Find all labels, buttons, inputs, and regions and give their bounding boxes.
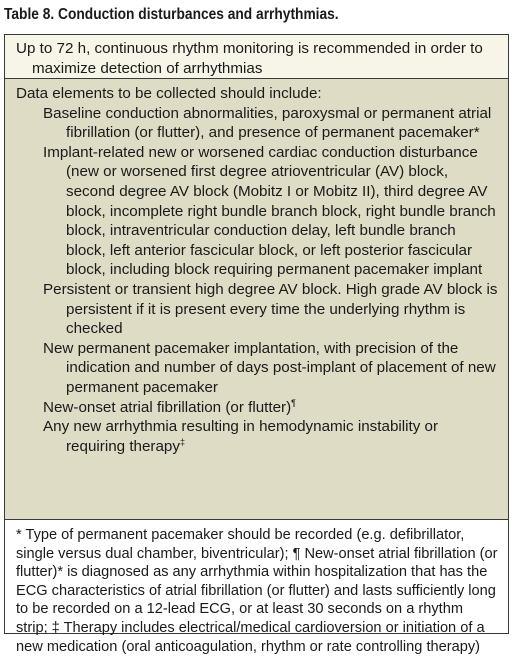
- list-item-mark: ‡: [179, 436, 185, 447]
- list-item-text: Baseline conduction abnormalities, paroxysmal or permanent atrial fibrillation (or flutter), and presence of permanent pacemaker: [43, 104, 492, 142]
- list-item: [43, 280, 498, 339]
- list-item-text: Any new arrhythmia resulting in hemodynamic instability or requiring therapy: [43, 418, 439, 455]
- list-item-mark: ¶: [291, 397, 296, 408]
- data-elements-row: [5, 79, 508, 520]
- list-item: [43, 143, 498, 280]
- monitoring-row: [5, 35, 508, 79]
- list-item-text: New permanent pacemaker implantation, with precision of the indication and number of days post-implant of placement of new permanent pacemaker: [43, 339, 496, 396]
- list-item-mark: *: [473, 124, 480, 142]
- data-elements-intro: Data elements to be collected should include:: [16, 85, 322, 102]
- monitoring-text: Up to 72 h, continuous rhythm monitoring is recommended in order to maximize detection of arrhythmias: [16, 40, 483, 77]
- list-item-text: Implant-related new or worsened cardiac conduction disturbance (new or worsened first degree atrioventricular (AV) block, second degree AV block (Mobitz I or Mobitz II), third degree AV block, incomplete right bundle branch block, right bundle branch block, intraventricular conduction delay, left bundle branch block, left anterior fascicular block, or left posterior fascicular block, including block requiring permanent pacemaker implant: [43, 143, 496, 279]
- data-elements-list: [16, 104, 498, 457]
- list-item: [43, 104, 498, 143]
- list-item-text: New-onset atrial fibrillation (or flutter): [43, 398, 292, 416]
- list-item-text: Persistent or transient high degree AV block. High grade AV block is persistent if it is present every time the underlying rhythm is checked: [43, 280, 498, 338]
- table-title: Table 8. Conduction disturbances and arrhythmias.: [4, 6, 339, 23]
- list-item: [43, 398, 498, 418]
- table: [4, 34, 509, 655]
- footnotes-text: * Type of permanent pacemaker should be recorded (e.g. defibrillator, single versus dual chamber, biventricular); ¶ New-onset atrial fibrillation (or flutter)* is diagnosed as any arrhythmia within hospitalization that has the ECG characteristics of atrial fibrillation (or flutter) and lasts sufficiently long to be recorded on a 12-lead ECG, or at least 30 seconds on a rhythm strip; ‡ Therapy includes electrical/medical cardioversion or initiation of a new medication (oral anticoagulation, rhythm or rate controlling therapy): [16, 527, 498, 655]
- list-item: [43, 339, 498, 398]
- list-item: [43, 417, 498, 456]
- footnotes-row: [5, 520, 508, 655]
